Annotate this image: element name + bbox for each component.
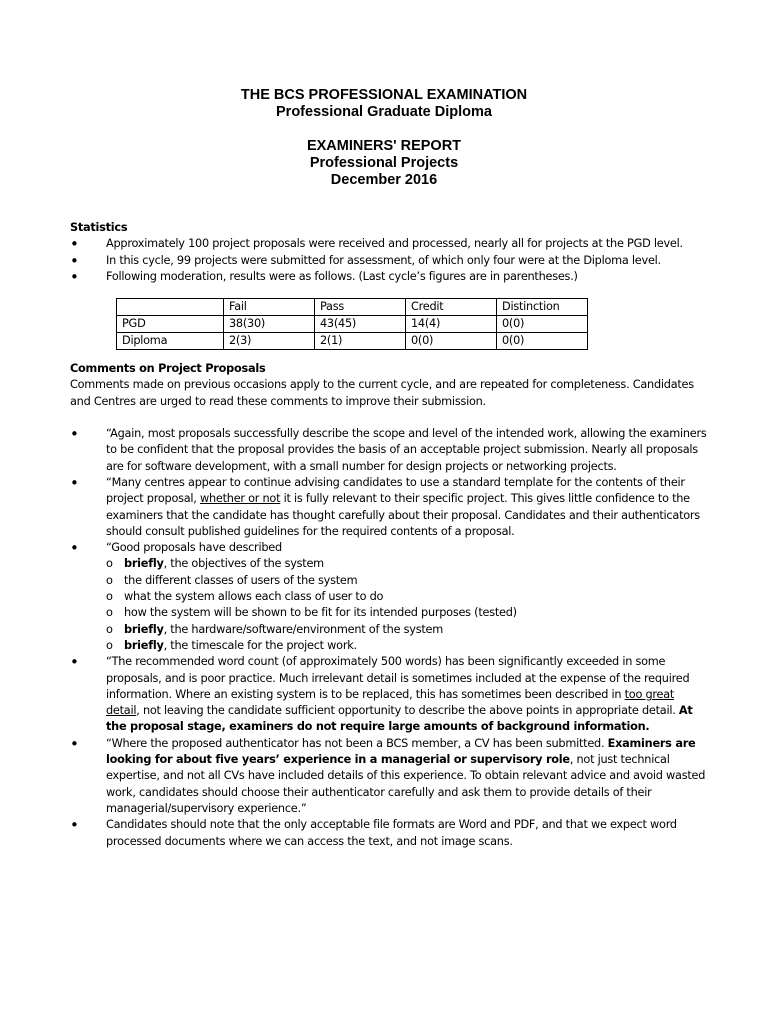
report-date: December 2016	[330, 172, 438, 188]
table-cell: 2(1)	[315, 333, 406, 350]
underlined-text: too great detail	[106, 687, 675, 718]
list-item: • In this cycle, 99 projects were submitted for assessment, of which only four were at the Diploma level.	[70, 253, 710, 269]
report-body	[70, 220, 710, 850]
subject-title: Professional Projects	[309, 155, 459, 171]
sub-list-item	[106, 622, 710, 638]
table-header-cell: Credit	[406, 299, 497, 316]
comments-list	[70, 426, 710, 850]
list-item	[70, 736, 710, 817]
text-run: how the system will be shown to be fit for its intended purposes (tested)	[124, 606, 517, 620]
list-item	[70, 540, 710, 654]
table-cell: 0(0)	[497, 316, 588, 333]
text-run: it is fully relevant to their specific project. This gives little confidence to the examiners that the candidate has thought carefully about their proposal. Candidates and their authenticators should consult published guidelines for the required contents of a proposal.	[106, 492, 700, 538]
text-run: the different classes of users of the system	[124, 573, 358, 587]
results-table	[116, 298, 588, 350]
exam-title: THE BCS PROFESSIONAL EXAMINATION	[240, 87, 528, 103]
bold-text: briefly	[124, 638, 164, 652]
table-header-cell: Fail	[224, 299, 315, 316]
sub-list-item	[106, 638, 710, 654]
report-title: EXAMINERS' REPORT	[306, 138, 462, 154]
bold-text: briefly	[124, 557, 164, 571]
table-header-cell: Distinction	[497, 299, 588, 316]
table-cell: PGD	[117, 316, 224, 333]
diploma-title: Professional Graduate Diploma	[276, 104, 492, 120]
sub-list-item	[106, 589, 710, 605]
list-item: • Following moderation, results were as follows. (Last cycle’s figures are in parentheses.)	[70, 269, 710, 285]
statistics-heading: Statistics	[70, 221, 128, 234]
sub-list-item	[106, 573, 710, 589]
text-run: “Where the proposed authenticator has not been a BCS member, a CV has been submitted.	[106, 736, 608, 750]
table-row	[117, 333, 588, 350]
list-item-lead: • “Good proposals have described	[106, 541, 282, 555]
statistics-list	[70, 236, 710, 285]
table-cell: 0(0)	[406, 333, 497, 350]
text-run: , not leaving the candidate sufficient opportunity to describe the above points in appropriate detail.	[136, 704, 679, 718]
underlined-text: whether or not	[200, 492, 281, 506]
table-cell: Diploma	[117, 333, 224, 350]
table-row	[117, 316, 588, 333]
bold-text: At the proposal stage, examiners do not require large amounts of background information.	[106, 704, 693, 734]
text-run: what the system allows each class of user to do	[124, 590, 384, 604]
text-run: , the objectives of the system	[163, 557, 324, 571]
comments-intro: Comments made on previous occasions apply to the current cycle, and are repeated for completeness. Candidates and Centres are urged to read these comments to improve their submission.	[70, 378, 694, 408]
table-cell: 43(45)	[315, 316, 406, 333]
bold-text: briefly	[124, 622, 164, 636]
bold-text: Examiners are looking for about five years’ experience in a managerial or supervisory role	[106, 736, 696, 767]
comments-heading: Comments on Project Proposals	[70, 362, 266, 376]
table-header-row	[117, 299, 588, 316]
sub-list-item	[106, 556, 710, 572]
list-item: • “Again, most proposals successfully describe the scope and level of the intended work, allowing the examiners to be confident that the proposal provides the basis of an acceptable project submission. Nearly all proposals are for software development, with a small number for design projects or networking projects.	[70, 426, 710, 475]
text-run: , not just technical expertise, and not all CVs have included details of this experience. To obtain relevant advice and avoid wasted work, candidates should choose their authenticator carefully and ask them to provide details of their managerial/supervisory experience.”	[106, 753, 706, 815]
table-cell: 0(0)	[497, 333, 588, 350]
table-cell: 38(30)	[224, 316, 315, 333]
report-header	[0, 87, 768, 189]
table-header-cell: Pass	[315, 299, 406, 316]
text-run: “The recommended word count (of approximately 500 words) has been significantly exceeded in some proposals, and is poor practice. Much irrelevant detail is sometimes included at the expense of the required information. Where an existing system is to be replaced, this has sometimes been described in	[106, 655, 690, 701]
list-item	[70, 475, 710, 540]
sub-list-item	[106, 605, 710, 621]
list-item	[70, 654, 710, 735]
text-run: “Many centres appear to continue advising candidates to use a standard template for the contents of their project proposal,	[106, 475, 685, 506]
list-item: • Approximately 100 project proposals were received and processed, nearly all for projects at the PGD level.	[70, 236, 710, 252]
text-run: , the timescale for the project work.	[163, 638, 357, 652]
sub-list	[106, 556, 710, 654]
table-cell: 14(4)	[406, 316, 497, 333]
table-cell: 2(3)	[224, 333, 315, 350]
table-header-cell	[117, 299, 224, 316]
list-item: • Candidates should note that the only acceptable file formats are Word and PDF, and that we expect word processed documents where we can access the text, and not image scans.	[70, 817, 710, 850]
text-run: , the hardware/software/environment of the system	[163, 622, 443, 636]
